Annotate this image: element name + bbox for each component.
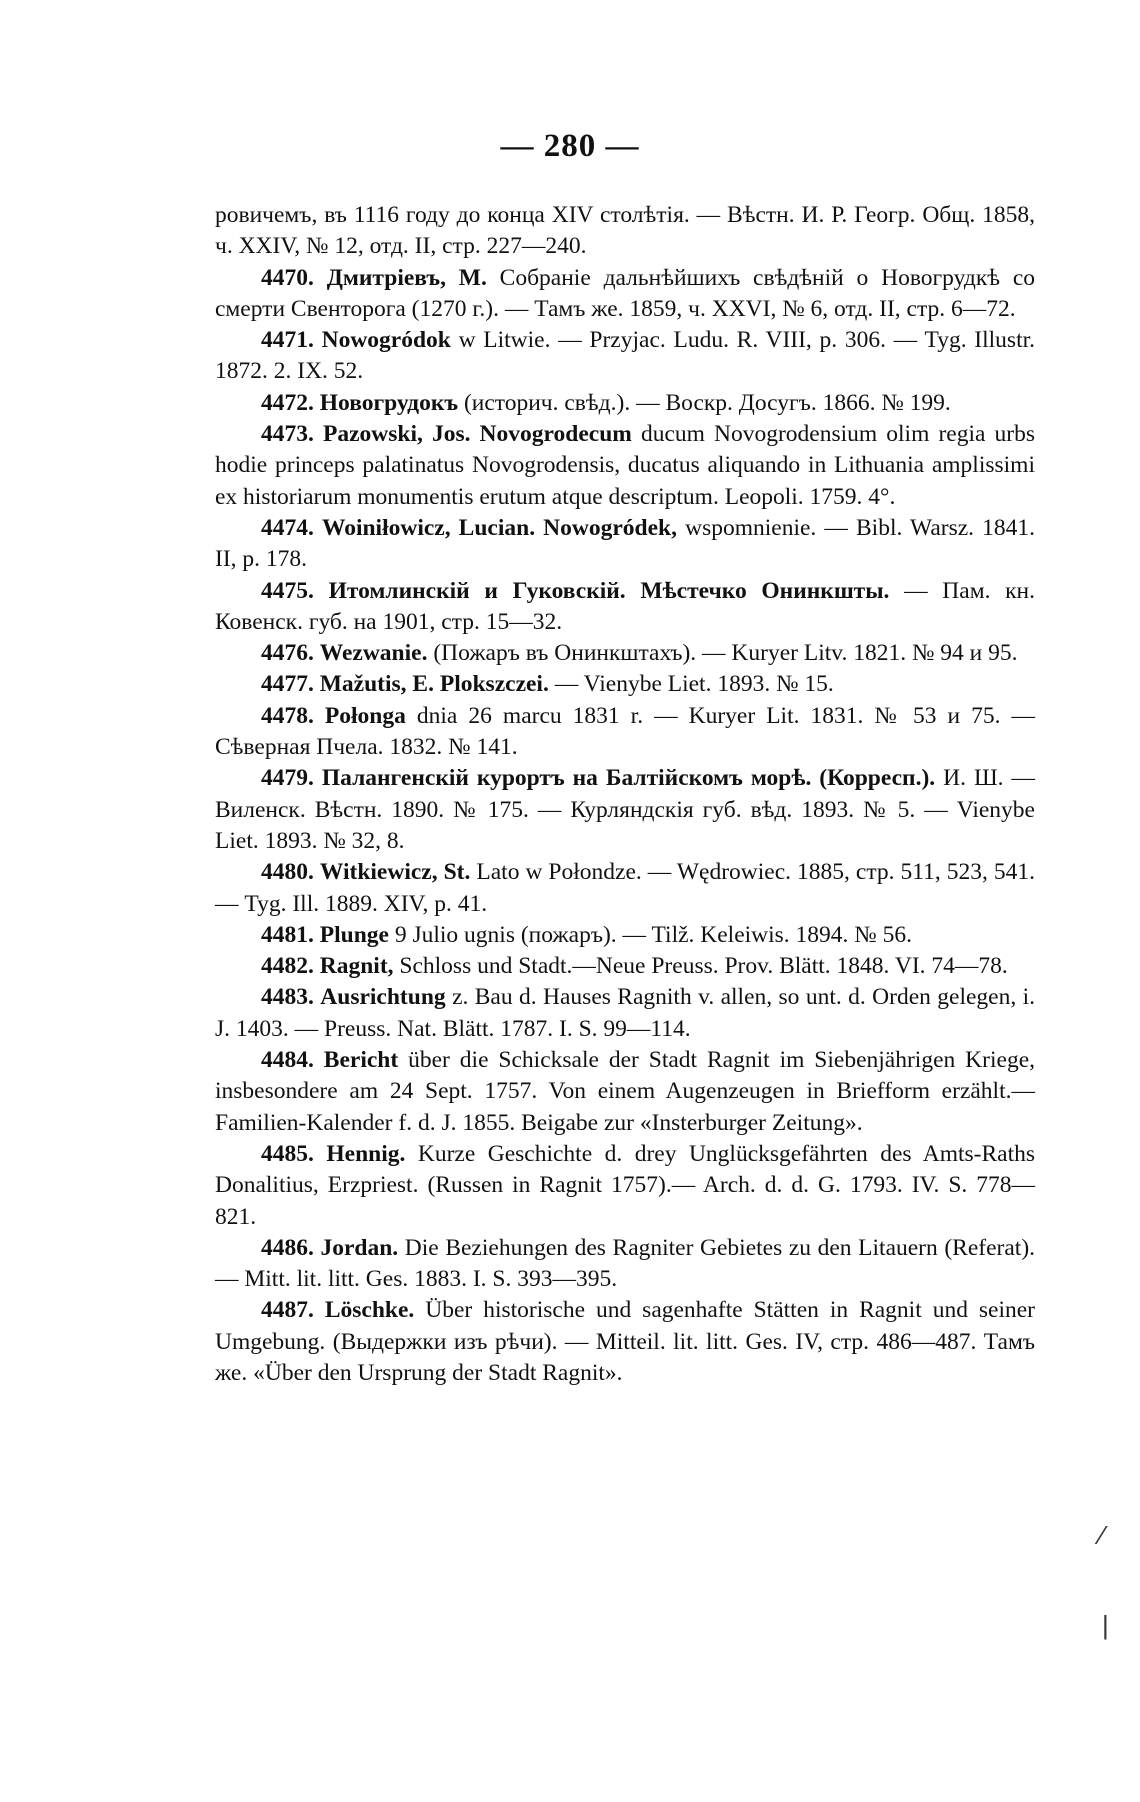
entry-4483 [215, 982, 1035, 1045]
entry-heading: Итомлинскій и Гуковскій. Мѣстечко Онинкшты. [328, 577, 890, 604]
entry-text: Собраніе дальнѣйшихъ свѣдѣній о Новогрудкѣ со смерти Свенторога (1270 г.). — Тамъ же. 1859, ч. XXVI, № 6, отд. II, стр. 6—72. [215, 264, 1036, 322]
entry-number: 4486. [261, 1234, 314, 1261]
entry-number: 4475. [261, 577, 314, 604]
entry-heading: Löschke. [324, 1297, 415, 1324]
entry-number: 4481. [261, 921, 314, 948]
entry-number: 4483. [261, 984, 314, 1011]
entry-number: 4484. [261, 1047, 314, 1074]
entry-4480 [215, 857, 1035, 920]
entry-text: 9 Julio ugnis (пожаръ). — Tilž. Keleiwis. 1894. № 56. [394, 921, 912, 948]
entry-text: Über historische und sagenhafte Stätten in Ragnit und seiner Umgebung. (Выдержки изъ рѣчи). — Mitteil. lit. litt. Ges. IV, стр. 486—487. Тамъ же. «Über den Ursprung der Stadt Ragnit». [215, 1297, 1036, 1386]
entry-heading: Pazowski, Jos. Novogrodecum [322, 421, 632, 448]
entry-heading: Дмитріевъ, М. [326, 264, 487, 291]
margin-mark: | [1102, 1610, 1109, 1640]
entry-heading: Ragnit, [319, 953, 394, 980]
entry-4472 [215, 388, 1035, 419]
entry-heading: Witkiewicz, St. [319, 859, 471, 886]
entry-4486 [215, 1233, 1035, 1296]
page-number: — 280 — [500, 128, 640, 164]
entry-text: — Vienybe Liet. 1893. № 15. [554, 671, 834, 698]
entry-heading: Połonga [324, 702, 406, 729]
entry-text: z. Bau d. Hauses Ragnith v. allen, so unt. d. Orden gelegen, i. J. 1403. — Preuss. Nat. Blätt. 1787. I. S. 99—114. [215, 984, 1036, 1042]
entry-text: wspomnienie. — Bibl. Warsz. 1841. II, p. 178. [215, 514, 1036, 573]
entry-number: 4478. [261, 702, 314, 729]
entry-text: über die Schicksale der Stadt Ragnit im Siebenjährigen Kriege, insbesondere am 24 Sept. 1757. Von einem Augenzeugen in Briefform erzählt.—Familien-Kalender f. d. J. 1855. Beigabe zur «Insterburger Zeitung». [215, 1047, 1035, 1136]
entry-number: 4477. [261, 671, 314, 698]
entry-text: И. Ш. — Виленск. Вѣстн. 1890. № 175. — Курляндскія губ. вѣд. 1893. № 5. — Vienybe Liet. 1893. № 32, 8. [215, 765, 1035, 854]
entry-number: 4471. [261, 327, 314, 354]
entry-4478 [215, 701, 1035, 764]
entry-number: 4487. [261, 1297, 314, 1324]
entry-heading: Hennig. [326, 1140, 406, 1167]
entry-text: ducum Novogrodensium olim regia urbs hodie princeps palatinatus Novogrodensis, ducatus aliquando in Lithuania amplissimi ex historiarum monumentis erutum atque descriptum. Leopoli. 1759. 4°. [215, 421, 1035, 510]
entry-heading: Nowogródok [321, 327, 451, 354]
entry-heading: Woiniłowicz, Lucian. Nowogródek, [321, 514, 677, 541]
entry-4473 [215, 419, 1035, 513]
entry-number: 4485. [261, 1140, 314, 1167]
entry-number: 4480. [261, 859, 314, 886]
entry-4470 [215, 263, 1035, 326]
entry-4485 [215, 1139, 1035, 1233]
entry-heading: Новогрудокъ [319, 389, 459, 416]
entry-text: Kurze Geschichte d. drey Unglücksgefährten des Amts-Raths Donalitius, Erzpriest. (Russen in Ragnit 1757).— Arch. d. d. G. 1793. IV. S. 778—821. [215, 1140, 1036, 1230]
entry-number: 4476. [261, 640, 314, 667]
entry-number: 4482. [261, 953, 314, 980]
entry-heading: Палангенскій курортъ на Балтійскомъ морѣ. (Корресп.). [321, 765, 936, 792]
entry-text: dnia 26 marcu 1831 r. — Kuryer Lit. 1831. № 53 и 75. — Сѣверная Пчела. 1832. № 141. [215, 702, 1036, 761]
entry-4482 [215, 951, 1035, 982]
entry-4476 [215, 638, 1035, 669]
entry-4475 [215, 576, 1035, 639]
entry-text: Lato w Połondze. — Wędrowiec. 1885, стр. 511, 523, 541. — Tyg. Ill. 1889. XIV, p. 41. [215, 859, 1036, 917]
entry-number: 4474. [261, 514, 314, 541]
entry-text: (историч. свѣд.). — Воскр. Досугъ. 1866. № 199. [463, 389, 951, 416]
entry-heading: Ausrichtung [320, 984, 446, 1011]
entry-number: 4479. [261, 765, 314, 792]
entry-heading: Jordan. [320, 1234, 399, 1261]
entry-text: — Пам. кн. Ковенск. губ. на 1901, стр. 15—32. [215, 577, 1036, 635]
entry-4481 [215, 920, 1035, 951]
entry-continuation [215, 200, 1035, 263]
entry-text: w Litwie. — Przyjac. Ludu. R. VIII, p. 306. — Tyg. Illustr. 1872. 2. IX. 52. [215, 327, 1036, 385]
entry-4487 [215, 1295, 1035, 1389]
entry-text: (Пожаръ въ Онинкштахъ). — Kuryer Litv. 1821. № 94 и 95. [433, 640, 1018, 667]
entry-text: Schloss und Stadt.—Neue Preuss. Prov. Blätt. 1848. VI. 74—78. [399, 953, 1008, 980]
entry-4471 [215, 325, 1035, 388]
entry-heading: Bericht [323, 1047, 399, 1074]
entry-heading: Mažutis, E. Plokszczei. [319, 671, 549, 698]
margin-mark: ⁄ [1100, 1520, 1105, 1550]
entry-4477 [215, 669, 1035, 700]
entry-4479 [215, 763, 1035, 857]
entry-heading: Wezwanie. [319, 640, 428, 667]
entry-text: Die Beziehungen des Ragniter Gebietes zu den Litauern (Referat). — Mitt. lit. litt. Ges. 1883. I. S. 393—395. [215, 1234, 1036, 1293]
entry-heading: Plunge [319, 921, 389, 948]
entry-4484 [215, 1045, 1035, 1139]
entry-number: 4472. [261, 389, 314, 416]
entry-number: 4470. [261, 264, 314, 291]
entry-4474 [215, 513, 1035, 576]
entry-text: ровичемъ, въ 1116 году до конца XIV столѣтія. — Вѣстн. И. Р. Геогр. Общ. 1858, ч. XXIV, № 12, отд. II, стр. 227—240. [215, 202, 1035, 260]
bibliography-text [215, 200, 1035, 1389]
entry-number: 4473. [261, 421, 314, 448]
